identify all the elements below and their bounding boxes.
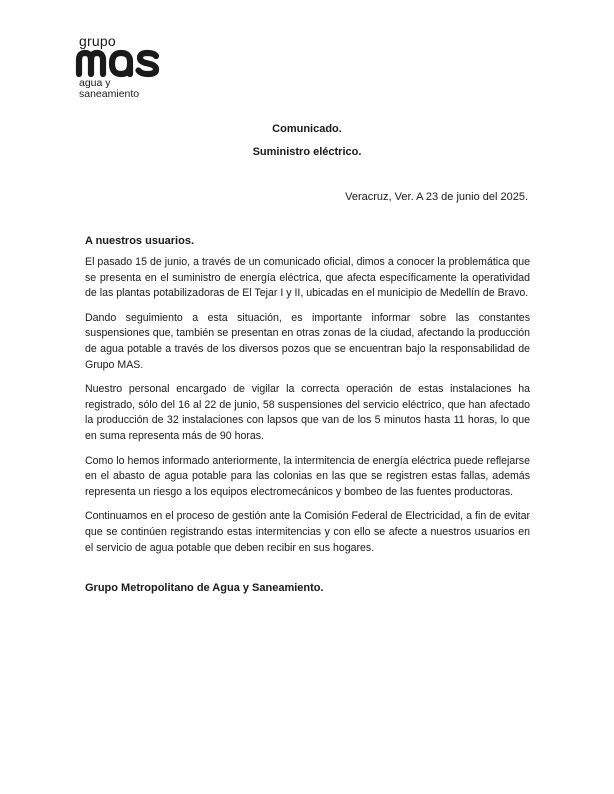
body-text [85, 255, 530, 565]
document-subtitle: Suministro eléctrico. [252, 146, 362, 158]
paragraph: El pasado 15 de junio, a través de un comunicado oficial, dimos a conocer la problemática que se presenta en el suministro de energía eléctrica, que afecta específicamente la operatividad de las plantas potabilizadoras de El Tejar I y II, ubicadas en el municipio de Medellín de Bravo. [85, 256, 530, 300]
logo-subtitle-line1: agua y [79, 77, 111, 89]
dateline: Veracruz, Ver. A 23 de junio del 2025. [345, 191, 528, 203]
signature: Grupo Metropolitano de Agua y Saneamiento. [85, 582, 324, 594]
salutation: A nuestros usuarios. [85, 235, 195, 247]
document-title: Comunicado. [272, 123, 342, 135]
logo-subtitle-line2: saneamiento [79, 88, 140, 100]
logo-grupo-text: grupo [79, 33, 116, 49]
paragraph: Continuamos en el proceso de gestión ante la Comisión Federal de Electricidad, a fin de evitar que se continúen registrando estas intermitencias y con ello se afecte a nuestros usuarios en el servicio de agua potable que deben recibir en sus hogares. [85, 510, 530, 554]
paragraph: Nuestro personal encargado de vigilar la correcta operación de estas instalaciones ha registrado, sólo del 16 al 22 de junio, 58 suspensiones del servicio eléctrico, que han afectado la producción de 32 instalaciones con lapsos que van de los 5 minutos hasta 11 horas, lo que en suma representa más de 90 horas. [85, 383, 530, 442]
logo-subtitle [79, 78, 139, 100]
paragraph: Dando seguimiento a esta situación, es importante informar sobre las constantes suspensiones que, también se presentan en otras zonas de la ciudad, afectando la producción de agua potable a través de los diversos pozos que se encuentran bajo la responsabilidad de Grupo MAS. [85, 311, 530, 371]
grupo-mas-logo [75, 34, 175, 100]
logo-mas-mark [75, 46, 161, 78]
paragraph: Como lo hemos informado anteriormente, la intermitencia de energía eléctrica puede reflejarse en el abasto de agua potable para las colonias en las que se registren estas fallas, además representa un riesgo a los equipos electromecánicos y bombeo de las fuentes productoras. [85, 454, 530, 498]
